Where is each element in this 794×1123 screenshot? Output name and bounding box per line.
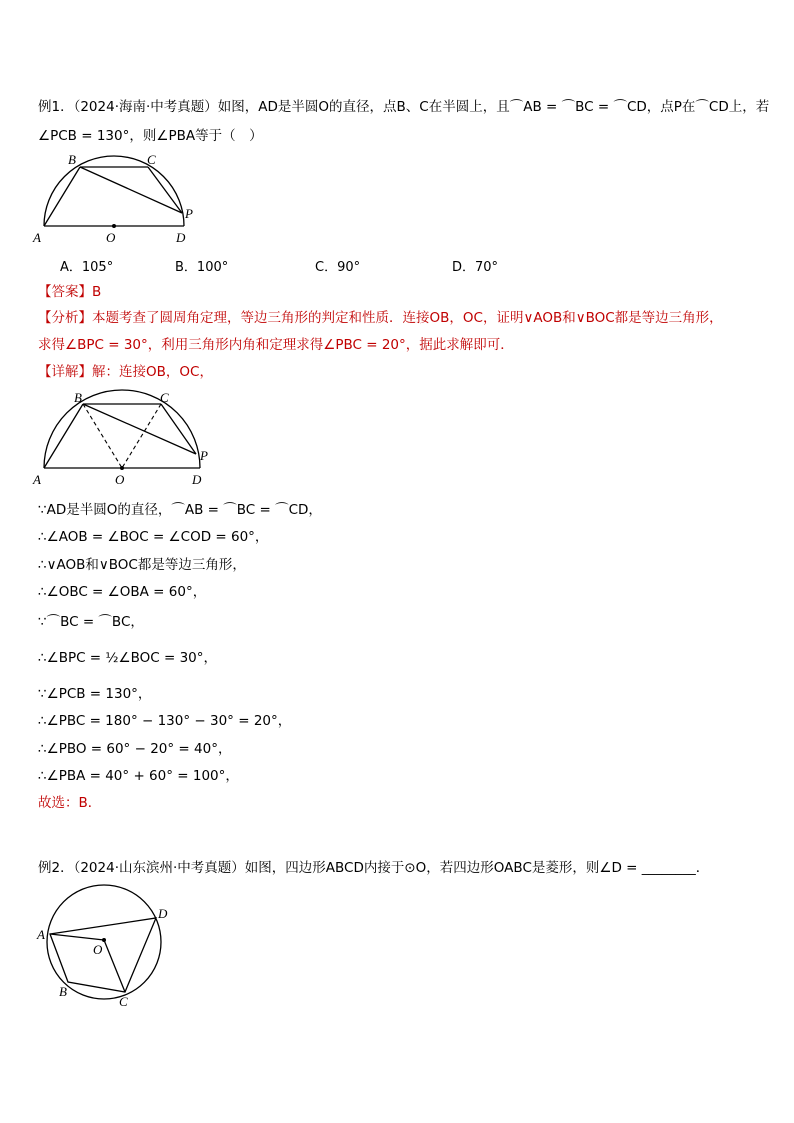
quadrilateral-ABCD (50, 918, 156, 992)
label-A: A (33, 230, 41, 245)
label-C: C (160, 390, 169, 405)
option-d[interactable]: D．70° (452, 260, 499, 275)
label-D: D (176, 230, 186, 245)
step-9: ∴∠PBO = 60° − 20° = 40°， (38, 741, 232, 757)
ex1-analysis-line2: 求得∠BPC = 30°，利用三角形内角和定理求得∠PBC = 20°，据此求解即可． (38, 337, 514, 353)
label-C: C (119, 994, 128, 1009)
option-c[interactable]: C．90° (315, 260, 361, 275)
ex1-question-line2: ∠PCB = 130°，则∠PBA等于（ ） (38, 128, 263, 144)
ex1-question-line1: 例1．（2024·海南·中考真题）如图，AD是半圆O的直径，点B、C在半圆上，且⌒AB = ⌒BC = ⌒CD，点P在⌒CD上，若 (38, 99, 770, 115)
segment-BP (80, 167, 182, 213)
label-P: P (185, 206, 193, 221)
analysis-tag: 【分析】 (38, 310, 92, 326)
label-O: O (106, 230, 116, 245)
step-1: ∵AD是半圆O的直径，⌒AB = ⌒BC = ⌒CD， (38, 502, 322, 518)
option-a[interactable]: A．105° (60, 260, 114, 275)
label-C: C (147, 152, 156, 167)
ex1-figure (30, 150, 205, 245)
label-A: A (33, 472, 41, 487)
ex1-analysis-line1 (38, 308, 723, 328)
conclusion-prefix: 故选： (38, 795, 79, 811)
step-3: ∴∨AOB和∨BOC都是等边三角形， (38, 557, 246, 573)
ex1-conclusion (38, 793, 101, 813)
option-b[interactable]: B．100° (175, 260, 229, 275)
label-A: A (37, 927, 45, 942)
label-P: P (200, 448, 208, 463)
ex2-question: 例2．（2024·山东滨州·中考真题）如图，四边形ABCD内接于⊙O，若四边形OABC是菱形，则∠D = ________． (38, 860, 710, 876)
center-point-O (102, 938, 106, 942)
center-point-O (112, 224, 116, 228)
step-5: ∵⌒BC = ⌒BC， (38, 614, 144, 630)
detail-tag: 【详解】 (38, 364, 92, 380)
label-D: D (192, 472, 202, 487)
segment-CP (148, 167, 182, 213)
label-B: B (68, 152, 76, 167)
ex1-answer: 【答案】B (38, 284, 102, 300)
segment-AB (44, 404, 83, 468)
label-B: B (59, 984, 67, 999)
label-O: O (93, 942, 103, 957)
segment-AB (44, 167, 80, 226)
detail-intro-text: 解：连接OB，OC， (92, 364, 213, 380)
label-O: O (115, 472, 125, 487)
step-8: ∴∠PBC = 180° − 130° − 30° = 20°， (38, 713, 292, 729)
analysis-text-1: 本题考查了圆周角定理，等边三角形的判定和性质．连接OB，OC，证明∨AOB和∨BOC都是等边三角形， (92, 310, 723, 326)
step-10: ∴∠PBA = 40° + 60° = 100°， (38, 768, 239, 784)
ex2-figure (30, 880, 180, 1010)
label-D: D (158, 906, 168, 921)
conclusion-answer: B． (78, 795, 102, 811)
step-6: ∴∠BPC = ½∠BOC = 30°， (38, 650, 218, 666)
step-4: ∴∠OBC = ∠OBA = 60°， (38, 584, 207, 600)
ex1-solution-figure (30, 388, 215, 488)
segment-OA (50, 934, 104, 940)
segment-OC (104, 940, 125, 992)
dashed-OB (83, 404, 122, 468)
ex1-detail-intro (38, 362, 213, 382)
center-point-O (120, 466, 124, 470)
step-7: ∵∠PCB = 130°， (38, 686, 152, 702)
label-B: B (74, 390, 82, 405)
step-2: ∴∠AOB = ∠BOC = ∠COD = 60°， (38, 529, 269, 545)
